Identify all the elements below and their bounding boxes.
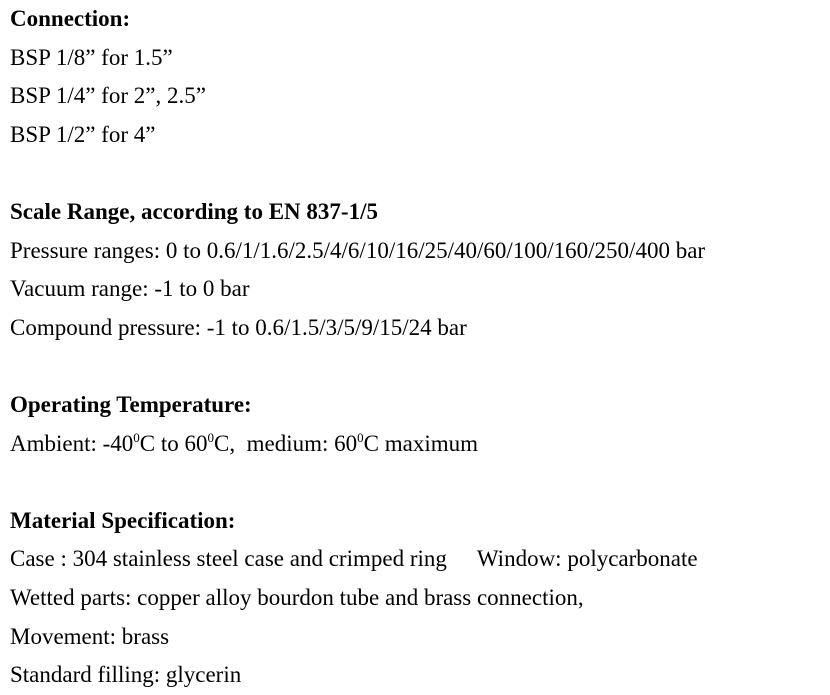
movement-line: Movement: brass [10, 623, 170, 649]
degree-superscript: 0 [133, 429, 140, 445]
operating-temperature-heading: Operating Temperature: [10, 391, 252, 417]
window-text: Window: polycarbonate [476, 546, 698, 572]
spacer [10, 154, 825, 193]
connection-line: BSP 1/4” for 2”, 2.5” [10, 83, 206, 109]
ambient-text-part: C, medium: 60 [214, 430, 358, 456]
scale-range-heading: Scale Range, according to EN 837-1/5 [10, 198, 378, 224]
spec-document [10, 0, 825, 695]
spacer [10, 463, 825, 502]
vacuum-range-line: Vacuum range: -1 to 0 bar [10, 276, 250, 302]
wetted-parts-line: Wetted parts: copper alloy bourdon tube and brass connection, [10, 584, 584, 610]
spacer [10, 347, 825, 386]
degree-superscript: 0 [357, 429, 364, 445]
connection-line: BSP 1/8” for 1.5” [10, 44, 173, 70]
case-window-line [10, 540, 825, 579]
case-text: Case : 304 stainless steel case and crimped ring [10, 546, 447, 572]
connection-heading: Connection: [10, 6, 131, 31]
connection-line: BSP 1/2” for 4” [10, 121, 156, 147]
ambient-text-part: C to 60 [139, 430, 208, 456]
pressure-ranges-line: Pressure ranges: 0 to 0.6/1/1.6/2.5/4/6/10/16/25/40/60/100/160/250/400 bar [10, 237, 706, 263]
degree-superscript: 0 [207, 429, 215, 445]
material-specification-heading: Material Specification: [10, 507, 236, 533]
ambient-temperature-line [10, 425, 825, 464]
filling-line: Standard filling: glycerin [10, 662, 242, 688]
ambient-text-part: Ambient: -40 [10, 430, 134, 456]
compound-pressure-line: Compound pressure: -1 to 0.6/1.5/3/5/9/15/24 bar [10, 314, 467, 340]
ambient-text-part: C maximum [363, 430, 479, 456]
